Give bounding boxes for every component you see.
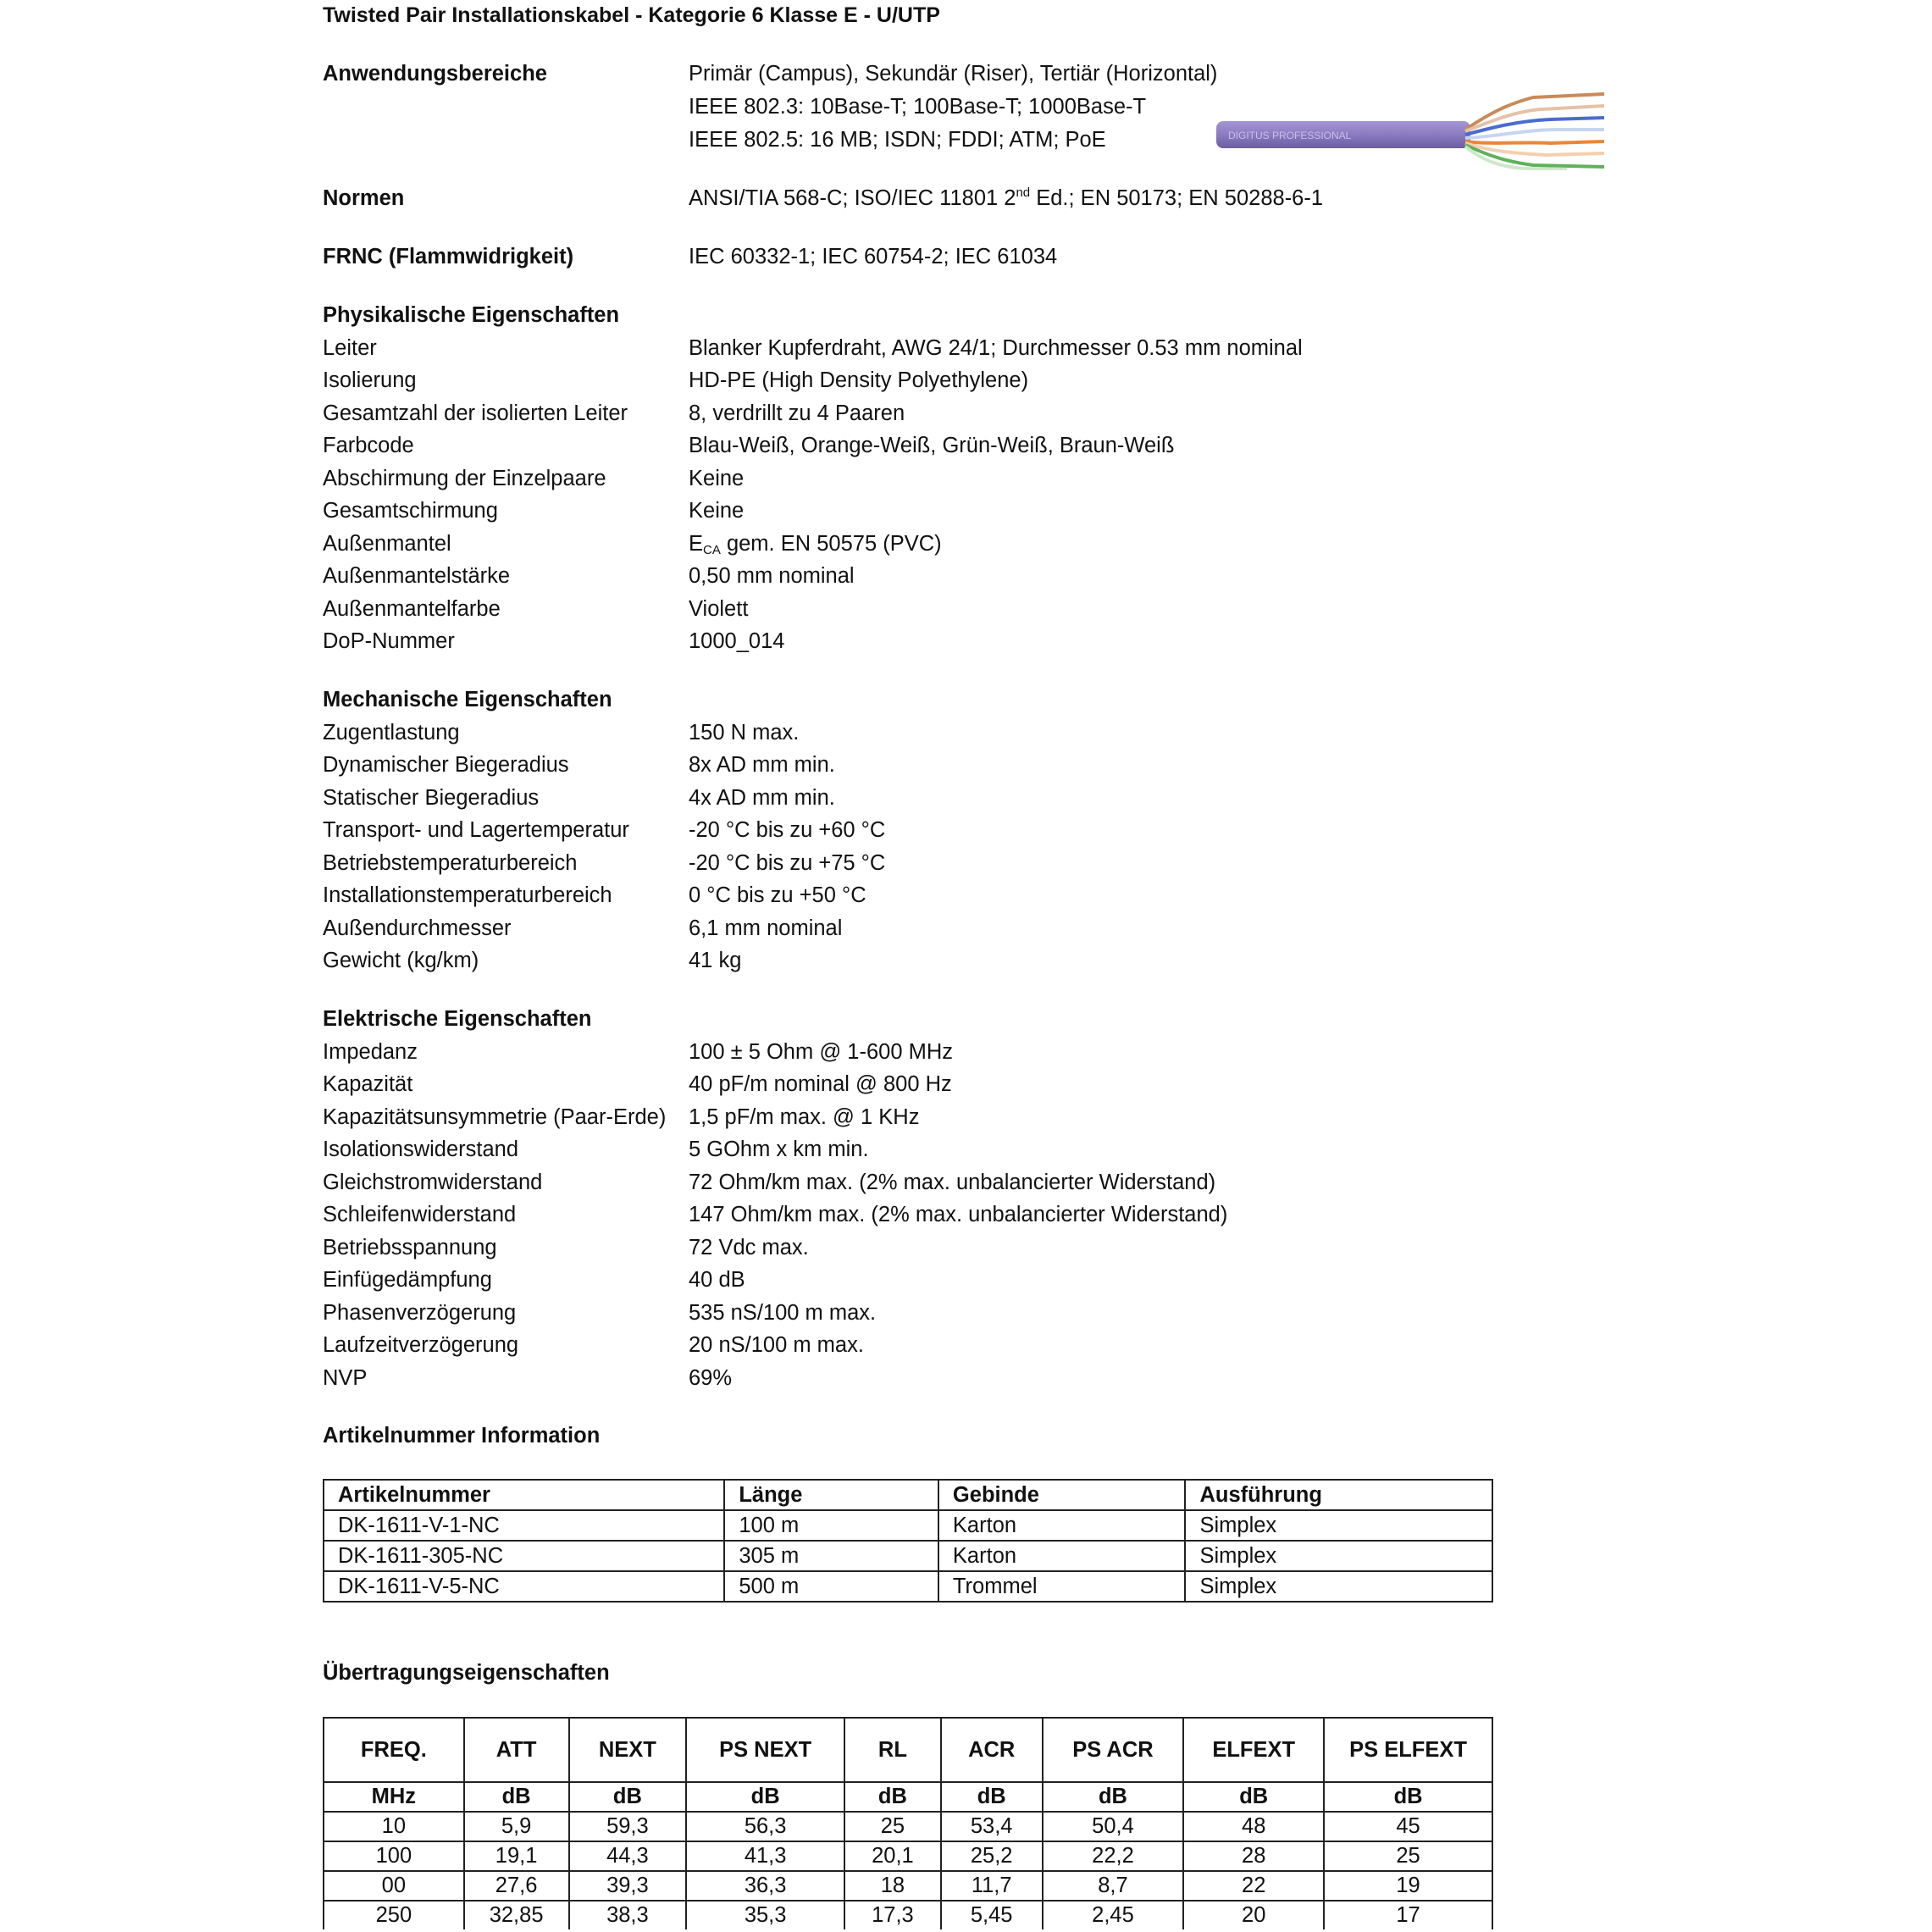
elek-value: 100 ± 5 Ohm @ 1-600 MHz xyxy=(689,1040,954,1064)
mech-label: Außendurchmesser xyxy=(323,916,512,940)
elek-row xyxy=(323,1068,1593,1100)
artikel-table xyxy=(323,1479,1493,1603)
mech-row xyxy=(323,944,1593,977)
elek-row xyxy=(323,1362,1593,1394)
aussenmantel-value-sub: CA xyxy=(703,543,721,557)
table-cell: Karton xyxy=(938,1510,1186,1541)
tx-col-header: ACR xyxy=(941,1718,1043,1782)
mech-label: Betriebstemperaturbereich xyxy=(323,851,578,875)
tx-unit: dB xyxy=(1183,1782,1324,1812)
table-cell: 39,3 xyxy=(569,1871,687,1901)
table-cell: Simplex xyxy=(1185,1571,1492,1602)
normen-value-pre: ANSI/TIA 568-C; ISO/IEC 11801 2 xyxy=(689,186,1016,210)
mech-row xyxy=(323,912,1593,944)
phys-label: DoP-Nummer xyxy=(323,629,455,653)
mech-row xyxy=(323,879,1593,911)
table-cell: 28 xyxy=(1183,1841,1324,1871)
aussenmantel-value xyxy=(689,528,942,560)
uebertragung-units-row xyxy=(324,1782,1492,1812)
elek-row xyxy=(323,1101,1593,1133)
elek-label: Phasenverzögerung xyxy=(323,1301,517,1325)
elek-value: 40 dB xyxy=(689,1268,745,1292)
tx-unit: dB xyxy=(941,1782,1043,1812)
phys-label: Außenmantel xyxy=(323,532,451,556)
anwendung-value-3: IEEE 802.5: 16 MB; ISDN; FDDI; ATM; PoE xyxy=(689,128,1106,152)
phys-value: Blanker Kupferdraht, AWG 24/1; Durchmesser 0.53 mm nominal xyxy=(689,336,1303,360)
mech-label: Statischer Biegeradius xyxy=(323,786,540,810)
elek-value: 72 Vdc max. xyxy=(689,1236,809,1259)
table-cell: 250 xyxy=(324,1901,464,1929)
tx-col-header: PS NEXT xyxy=(686,1718,844,1782)
aussenmantel-value-main: E xyxy=(689,532,704,556)
table-cell: Simplex xyxy=(1185,1541,1492,1571)
table-cell: 19,1 xyxy=(464,1841,569,1871)
table-row xyxy=(324,1571,1492,1602)
mech-label: Installationstemperaturbereich xyxy=(323,883,612,907)
table-cell: 41,3 xyxy=(686,1841,844,1871)
table-cell: 25,2 xyxy=(941,1841,1043,1871)
artikel-col-header: Ausführung xyxy=(1185,1480,1492,1510)
table-cell: 00 xyxy=(324,1871,464,1901)
elek-value: 20 nS/100 m max. xyxy=(689,1333,864,1357)
table-cell: 8,7 xyxy=(1043,1871,1184,1901)
mech-row xyxy=(323,814,1593,846)
elek-value: 535 nS/100 m max. xyxy=(689,1301,877,1325)
phys-value: 1000_014 xyxy=(689,629,785,653)
aussenmantel-value-post: gem. EN 50575 (PVC) xyxy=(720,532,942,556)
table-cell: 5,9 xyxy=(464,1812,569,1841)
phys-label: Isolierung xyxy=(323,368,417,392)
mech-value: 150 N max. xyxy=(689,721,800,745)
elek-label: Laufzeitverzögerung xyxy=(323,1333,519,1357)
phys-label: Außenmantelstärke xyxy=(323,564,511,588)
phys-value: Violett xyxy=(689,597,749,621)
table-row xyxy=(324,1841,1492,1871)
phys-label: Gesamtzahl der isolierten Leiter xyxy=(323,401,628,425)
tx-col-header: NEXT xyxy=(569,1718,687,1782)
frnc-label: FRNC (Flammwidrigkeit) xyxy=(323,245,574,268)
mech-value: 6,1 mm nominal xyxy=(689,916,843,940)
anwendung-row-1 xyxy=(323,58,1593,90)
elek-value: 147 Ohm/km max. (2% max. unbalancierter Widerstand) xyxy=(689,1203,1228,1226)
elek-value: 72 Ohm/km max. (2% max. unbalancierter Widerstand) xyxy=(689,1171,1216,1194)
elek-row xyxy=(323,1199,1593,1231)
table-cell: DK-1611-305-NC xyxy=(324,1541,724,1571)
tx-unit: MHz xyxy=(324,1782,464,1812)
table-cell: 59,3 xyxy=(569,1812,687,1841)
table-cell: 48 xyxy=(1183,1812,1324,1841)
table-cell: 17,3 xyxy=(844,1901,941,1929)
mech-label: Dynamischer Biegeradius xyxy=(323,753,569,777)
phys-value: 8, verdrillt zu 4 Paaren xyxy=(689,401,905,425)
phys-row-leiter xyxy=(323,332,1593,364)
phys-row-abschirmung xyxy=(323,462,1593,495)
phys-row-gesamtschirmung xyxy=(323,495,1593,527)
mech-row xyxy=(323,749,1593,781)
table-cell: 50,4 xyxy=(1043,1812,1184,1841)
table-cell: 22,2 xyxy=(1043,1841,1184,1871)
elek-label: Isolationswiderstand xyxy=(323,1138,519,1161)
table-row xyxy=(324,1812,1492,1841)
phys-value: Blau-Weiß, Orange-Weiß, Grün-Weiß, Braun-Weiß xyxy=(689,434,1175,457)
tx-unit: dB xyxy=(569,1782,687,1812)
table-cell: 53,4 xyxy=(941,1812,1043,1841)
phys-label: Gesamtschirmung xyxy=(323,499,498,523)
phys-value: Keine xyxy=(689,499,745,523)
table-cell: 20,1 xyxy=(844,1841,941,1871)
table-cell: 2,45 xyxy=(1043,1901,1184,1929)
elek-label: Kapazitätsunsymmetrie (Paar-Erde) xyxy=(323,1105,667,1129)
elek-row xyxy=(323,1166,1593,1199)
elek-label: Kapazität xyxy=(323,1072,413,1096)
phys-label: Abschirmung der Einzelpaare xyxy=(323,467,606,490)
mech-value: 0 °C bis zu +50 °C xyxy=(689,883,866,907)
table-cell: 22 xyxy=(1183,1871,1324,1901)
artikel-col-header: Gebinde xyxy=(938,1480,1186,1510)
table-cell: 35,3 xyxy=(686,1901,844,1929)
table-cell: 20 xyxy=(1183,1901,1324,1929)
phys-label: Leiter xyxy=(323,336,377,360)
uebertragung-table xyxy=(323,1717,1493,1929)
table-cell: DK-1611-V-1-NC xyxy=(324,1510,724,1541)
physikalisch-heading: Physikalische Eigenschaften xyxy=(323,303,620,327)
table-cell: 27,6 xyxy=(464,1871,569,1901)
elek-label: Gleichstromwiderstand xyxy=(323,1171,543,1194)
uebertragung-header-row xyxy=(324,1718,1492,1782)
elek-label: Schleifenwiderstand xyxy=(323,1203,517,1226)
mech-value: 41 kg xyxy=(689,949,742,972)
table-cell: 10 xyxy=(324,1812,464,1841)
mech-row xyxy=(323,717,1593,749)
phys-row-aussenmantel xyxy=(323,528,1593,560)
table-cell: 32,85 xyxy=(464,1901,569,1929)
phys-value: Keine xyxy=(689,467,745,490)
normen-label: Normen xyxy=(323,186,405,210)
tx-unit: dB xyxy=(844,1782,941,1812)
artikel-header-row xyxy=(324,1480,1492,1510)
artikel-heading: Artikelnummer Information xyxy=(323,1424,601,1448)
table-cell: Karton xyxy=(938,1541,1186,1571)
elek-row xyxy=(323,1036,1593,1068)
normen-row xyxy=(323,182,1593,214)
anwendung-label: Anwendungsbereiche xyxy=(323,62,547,86)
table-cell: 45 xyxy=(1324,1812,1492,1841)
tx-col-header: ATT xyxy=(464,1718,569,1782)
mech-row xyxy=(323,847,1593,879)
phys-label: Farbcode xyxy=(323,434,414,457)
elek-label: Betriebsspannung xyxy=(323,1236,497,1259)
table-cell: 500 m xyxy=(724,1571,938,1602)
document-title: Twisted Pair Installationskabel - Kategorie 6 Klasse E - U/UTP xyxy=(323,3,940,27)
anwendung-value-2: IEEE 802.3: 10Base-T; 100Base-T; 1000Base-T xyxy=(689,95,1147,119)
table-cell: 5,45 xyxy=(941,1901,1043,1929)
table-cell: 56,3 xyxy=(686,1812,844,1841)
phys-row-staerke xyxy=(323,560,1593,592)
table-row xyxy=(324,1901,1492,1929)
mech-value: -20 °C bis zu +75 °C xyxy=(689,851,886,875)
tx-col-header: ELFEXT xyxy=(1183,1718,1324,1782)
tx-col-header: FREQ. xyxy=(324,1718,464,1782)
elek-label: Impedanz xyxy=(323,1040,418,1064)
cable-print: DIGITUS PROFESSIONAL xyxy=(1228,130,1352,141)
wire-orange xyxy=(1465,141,1604,143)
table-cell: 18 xyxy=(844,1871,941,1901)
uebertragung-heading: Übertragungseigenschaften xyxy=(323,1661,610,1685)
table-cell: 100 xyxy=(324,1841,464,1871)
mech-row xyxy=(323,782,1593,814)
mechanisch-heading: Mechanische Eigenschaften xyxy=(323,688,612,711)
table-cell: 36,3 xyxy=(686,1871,844,1901)
mech-label: Zugentlastung xyxy=(323,721,460,745)
phys-value: HD-PE (High Density Polyethylene) xyxy=(689,368,1029,392)
tx-col-header: RL xyxy=(844,1718,941,1782)
elek-row xyxy=(323,1232,1593,1264)
elek-label: NVP xyxy=(323,1366,368,1390)
artikel-col-header: Länge xyxy=(724,1480,938,1510)
phys-row-farbcode xyxy=(323,429,1593,462)
elek-label: Einfügedämpfung xyxy=(323,1268,492,1292)
table-cell: 25 xyxy=(1324,1841,1492,1871)
phys-row-isolierung xyxy=(323,364,1593,396)
table-row xyxy=(324,1510,1492,1541)
table-cell: DK-1611-V-5-NC xyxy=(324,1571,724,1602)
phys-value: 0,50 mm nominal xyxy=(689,564,855,588)
table-row xyxy=(324,1541,1492,1571)
table-cell: 17 xyxy=(1324,1901,1492,1929)
elektrisch-heading: Elektrische Eigenschaften xyxy=(323,1007,592,1031)
table-cell: 38,3 xyxy=(569,1901,687,1929)
elek-row xyxy=(323,1133,1593,1165)
tx-col-header: PS ACR xyxy=(1043,1718,1184,1782)
table-cell: 11,7 xyxy=(941,1871,1043,1901)
frnc-value: IEC 60332-1; IEC 60754-2; IEC 61034 xyxy=(689,245,1058,268)
table-cell: 100 m xyxy=(724,1510,938,1541)
tx-unit: dB xyxy=(1043,1782,1184,1812)
tx-unit: dB xyxy=(464,1782,569,1812)
frnc-row xyxy=(323,241,1593,273)
table-row xyxy=(324,1871,1492,1901)
elek-row xyxy=(323,1329,1593,1361)
elek-value: 69% xyxy=(689,1366,733,1390)
anwendung-value-1: Primär (Campus), Sekundär (Riser), Tertiär (Horizontal) xyxy=(689,62,1218,86)
normen-value xyxy=(689,182,1323,214)
elek-row xyxy=(323,1264,1593,1296)
elek-value: 1,5 pF/m max. @ 1 KHz xyxy=(689,1105,920,1129)
cable-image xyxy=(1211,87,1604,170)
table-cell: 305 m xyxy=(724,1541,938,1571)
elek-value: 40 pF/m nominal @ 800 Hz xyxy=(689,1072,952,1096)
artikel-col-header: Artikelnummer xyxy=(324,1480,724,1510)
mech-value: -20 °C bis zu +60 °C xyxy=(689,818,886,842)
table-cell: Trommel xyxy=(938,1571,1186,1602)
phys-label: Außenmantelfarbe xyxy=(323,597,501,621)
phys-row-dop xyxy=(323,625,1593,657)
elek-row xyxy=(323,1297,1593,1329)
tx-unit: dB xyxy=(686,1782,844,1812)
table-cell: Simplex xyxy=(1185,1510,1492,1541)
table-cell: 25 xyxy=(844,1812,941,1841)
table-cell: 19 xyxy=(1324,1871,1492,1901)
mech-label: Transport- und Lagertemperatur xyxy=(323,818,629,842)
normen-value-post: Ed.; EN 50173; EN 50288-6-1 xyxy=(1030,186,1324,210)
mech-value: 8x AD mm min. xyxy=(689,753,835,777)
mech-label: Gewicht (kg/km) xyxy=(323,949,479,972)
phys-row-leiterzahl xyxy=(323,397,1593,429)
table-cell: 44,3 xyxy=(569,1841,687,1871)
tx-col-header: PS ELFEXT xyxy=(1324,1718,1492,1782)
tx-unit: dB xyxy=(1324,1782,1492,1812)
elek-value: 5 GOhm x km min. xyxy=(689,1138,869,1161)
normen-value-sup: nd xyxy=(1016,185,1031,200)
mech-value: 4x AD mm min. xyxy=(689,786,835,810)
phys-row-farbe xyxy=(323,593,1593,625)
